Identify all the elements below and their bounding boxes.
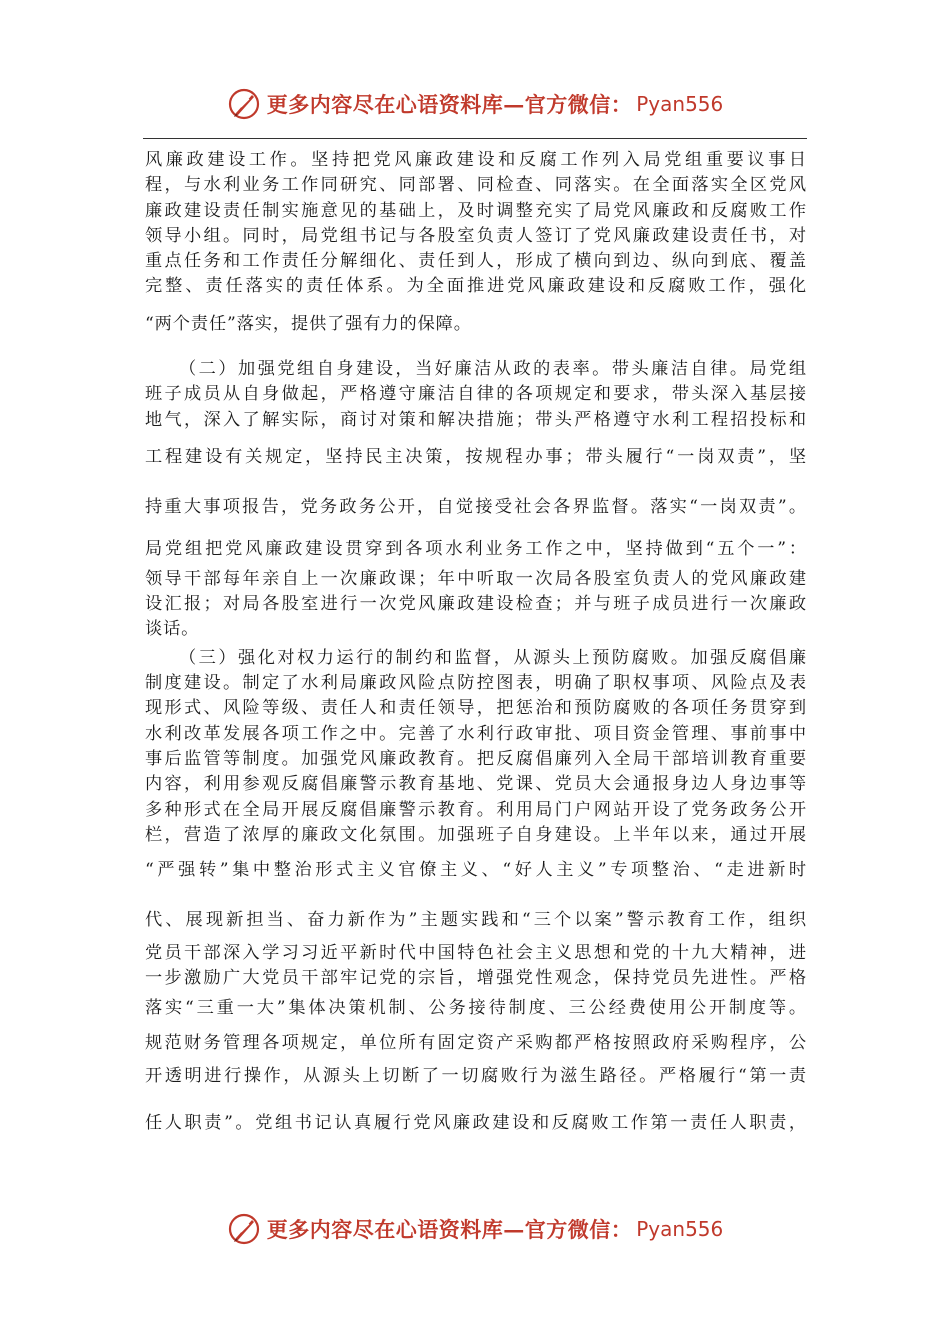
text-line: 领导小组。同时，局党组书记与各股室负责人签订了党风廉政建设责任书，对 bbox=[145, 225, 807, 246]
paragraph-heading-2: （二）加强党组自身建设，当好廉洁从政的表率。带头廉洁自律。局党组 bbox=[179, 359, 807, 380]
text-line: 重点任务和工作责任分解细化、责任到人，形成了横向到边、纵向到底、覆盖 bbox=[145, 251, 807, 272]
header-divider bbox=[143, 138, 807, 139]
text-line: 代、展现新担当、奋力新作为”主题实践和“三个以案”警示教育工作，组织 bbox=[145, 910, 807, 931]
quill-logo-icon bbox=[227, 1212, 261, 1246]
header-banner bbox=[0, 82, 950, 126]
wechat-id: Pyan556 bbox=[636, 1217, 724, 1241]
text-line: 多种形式在全局开展反腐倡廉警示教育。利用局门户网站开设了党务政务公开 bbox=[145, 799, 807, 820]
text-line: 风廉政建设工作。坚持把党风廉政建设和反腐工作列入局党组重要议事日 bbox=[145, 150, 807, 170]
document-body bbox=[145, 148, 807, 1137]
text-line: 廉政建设责任制实施意见的基础上，及时调整充实了局党风廉政和反腐败工作 bbox=[145, 200, 807, 221]
text-line: “严强转”集中整治形式主义官僚主义、“好人主义”专项整治、“走进新时 bbox=[145, 860, 807, 881]
text-line: 现形式、风险等级、责任人和责任领导，把惩治和预防腐败的各项任务贯穿到 bbox=[145, 698, 807, 719]
text-line: 领导干部每年亲自上一次廉政课；年中听取一次局各股室负责人的党风廉政建 bbox=[145, 568, 807, 589]
text-line: 开透明进行操作，从源头上切断了一切腐败行为滋生路径。严格履行“第一责 bbox=[145, 1065, 807, 1086]
text-line: 党员干部深入学习习近平新时代中国特色社会主义思想和党的十九大精神，进 bbox=[145, 942, 807, 963]
text-line: 事后监管等制度。加强党风廉政教育。把反腐倡廉列入全局干部培训教育重要 bbox=[145, 748, 807, 769]
text-line: 一步激励广大党员干部牢记党的宗旨，增强党性观念，保持党员先进性。严格 bbox=[145, 968, 807, 989]
text-line: 落实“三重一大”集体决策机制、公务接待制度、三公经费使用公开制度等。 bbox=[145, 998, 807, 1019]
text-line: 持重大事项报告，党务政务公开，自觉接受社会各界监督。落实“一岗双责”。 bbox=[145, 497, 807, 518]
text-line: 谈话。 bbox=[145, 619, 200, 640]
text-line: 栏，营造了浓厚的廉政文化氛围。加强班子自身建设。上半年以来，通过开展 bbox=[145, 824, 807, 845]
text-line: 规范财务管理各项规定，单位所有固定资产采购都严格按照政府采购程序，公 bbox=[145, 1032, 807, 1053]
banner-text: 更多内容尽在心语资料库—官方微信： bbox=[266, 92, 633, 117]
text-line: “两个责任”落实，提供了强有力的保障。 bbox=[145, 313, 472, 334]
paragraph-heading-3: （三）强化对权力运行的制约和监督，从源头上预防腐败。加强反腐倡廉 bbox=[179, 647, 807, 668]
text-line: 制度建设。制定了水利局廉政风险点防控图表，明确了职权事项、风险点及表 bbox=[145, 673, 807, 694]
footer-banner bbox=[0, 1207, 950, 1251]
text-line: 水利改革发展各项工作之中。完善了水利行政审批、项目资金管理、事前事中 bbox=[145, 723, 807, 744]
text-line: 局党组把党风廉政建设贯穿到各项水利业务工作之中，坚持做到“五个一”： bbox=[145, 538, 807, 559]
text-line: 程，与水利业务工作同研究、同部署、同检查、同落实。在全面落实全区党风 bbox=[145, 175, 807, 196]
wechat-id: Pyan556 bbox=[636, 92, 724, 116]
text-line: 班子成员从自身做起，严格遵守廉洁自律的各项规定和要求，带头深入基层接 bbox=[145, 384, 807, 405]
text-line: 工程建设有关规定，坚持民主决策，按规程办事；带头履行“一岗双责”，坚 bbox=[145, 446, 807, 467]
banner-text: 更多内容尽在心语资料库—官方微信： bbox=[266, 1217, 633, 1242]
text-line: 任人职责”。党组书记认真履行党风廉政建设和反腐败工作第一责任人职责， bbox=[145, 1113, 807, 1134]
text-line: 内容，利用参观反腐倡廉警示教育基地、党课、党员大会通报身边人身边事等 bbox=[145, 774, 807, 795]
quill-logo-icon bbox=[227, 87, 261, 121]
text-line: 完整、责任落实的责任体系。为全面推进党风廉政建设和反腐败工作，强化 bbox=[145, 276, 807, 297]
text-line: 设汇报；对局各股室进行一次党风廉政建设检查；并与班子成员进行一次廉政 bbox=[145, 594, 807, 615]
text-line: 地气，深入了解实际，商讨对策和解决措施；带头严格遵守水利工程招投标和 bbox=[145, 409, 807, 430]
